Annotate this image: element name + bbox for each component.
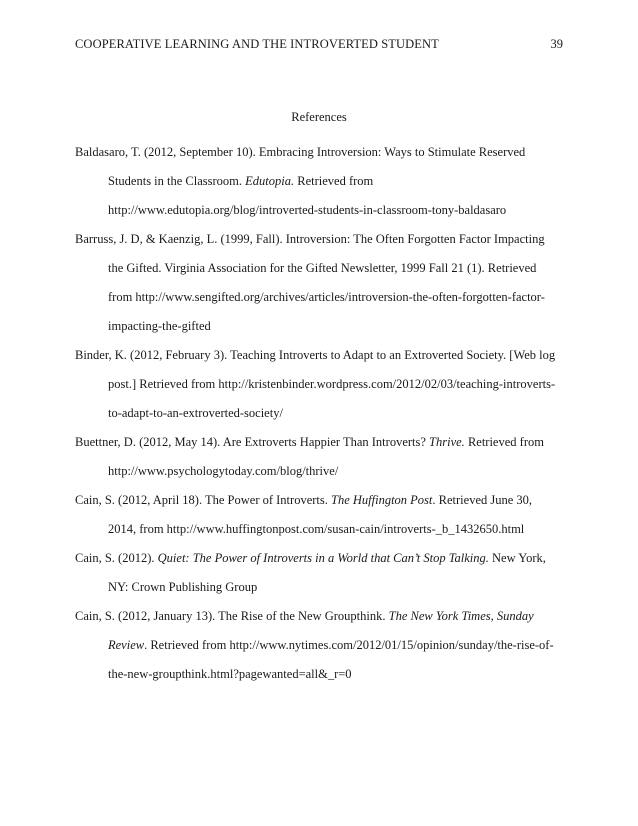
italic-text: Thrive. [429, 435, 465, 449]
reference-text: Barruss, J. D, & Kaenzig, L. (1999, Fall). Introversion: The Often Forgotten Factor Impacting [75, 232, 545, 246]
reference-text: . Retrieved from http://www.nytimes.com/2012/01/15/opinion/sunday/the-rise-of- [144, 638, 554, 652]
reference-text: the Gifted. Virginia Association for the Gifted Newsletter, 1999 Fall 21 (1). Retrieved [108, 261, 537, 275]
italic-text: Review [108, 638, 145, 652]
reference-entry [75, 341, 563, 428]
reference-first-line [75, 225, 563, 254]
reference-text: Retrieved from [464, 435, 544, 449]
reference-entry [75, 138, 563, 225]
reference-entry [75, 544, 563, 602]
reference-text: Cain, S. (2012, January 13). The Rise of the New Groupthink. [75, 609, 389, 623]
reference-continuation-line [108, 312, 563, 341]
reference-first-line [75, 428, 563, 457]
reference-text: Cain, S. (2012). [75, 551, 158, 565]
reference-text: Students in the Classroom. [108, 174, 246, 188]
reference-text: . Retrieved June 30, [432, 493, 533, 507]
reference-list [75, 138, 563, 689]
reference-first-line [75, 138, 563, 167]
reference-text: http://www.psychologytoday.com/blog/thrive/ [108, 464, 339, 478]
italic-text: Quiet: The Power of Introverts in a World that Can’t Stop Talking. [157, 551, 489, 565]
reference-text: the-new-groupthink.html?pagewanted=all&_r=0 [108, 667, 352, 681]
reference-text: from http://www.sengifted.org/archives/articles/introversion-the-often-forgotten-factor- [108, 290, 545, 304]
reference-continuation-line [108, 660, 563, 689]
reference-entry [75, 486, 563, 544]
reference-continuation-line [108, 254, 563, 283]
reference-first-line [75, 341, 563, 370]
reference-text: http://www.edutopia.org/blog/introverted-students-in-classroom-tony-baldasaro [108, 203, 507, 217]
reference-text: Cain, S. (2012, April 18). The Power of Introverts. [75, 493, 331, 507]
reference-continuation-line [108, 283, 563, 312]
reference-first-line [75, 602, 563, 631]
reference-continuation-line [108, 573, 563, 602]
reference-continuation-line [108, 196, 563, 225]
reference-text: NY: Crown Publishing Group [108, 580, 258, 594]
running-head: COOPERATIVE LEARNING AND THE INTROVERTED STUDENT [75, 37, 439, 51]
reference-continuation-line [108, 167, 563, 196]
italic-text: Edutopia. [245, 174, 295, 188]
references-heading: References [291, 110, 347, 124]
reference-text: Retrieved from [294, 174, 374, 188]
reference-first-line [75, 486, 563, 515]
page-number: 39 [550, 37, 563, 51]
reference-text: Buettner, D. (2012, May 14). Are Extroverts Happier Than Introverts? [75, 435, 430, 449]
reference-continuation-line [108, 370, 563, 399]
reference-entry [75, 428, 563, 486]
reference-continuation-line [108, 631, 563, 660]
reference-continuation-line [108, 457, 563, 486]
reference-continuation-line [108, 515, 563, 544]
reference-entry [75, 225, 563, 341]
reference-text: post.] Retrieved from http://kristenbinder.wordpress.com/2012/02/03/teaching-introverts- [108, 377, 556, 391]
reference-text: to-adapt-to-an-extroverted-society/ [108, 406, 283, 420]
reference-text: Binder, K. (2012, February 3). Teaching Introverts to Adapt to an Extroverted Society. [Web log [75, 348, 556, 362]
reference-text: Baldasaro, T. (2012, September 10). Embracing Introversion: Ways to Stimulate Reserved [75, 145, 526, 159]
reference-entry [75, 602, 563, 689]
reference-text: 2014, from http://www.huffingtonpost.com/susan-cain/introverts-_b_1432650.html [108, 522, 525, 536]
reference-continuation-line [108, 399, 563, 428]
reference-text: New York, [488, 551, 546, 565]
reference-first-line [75, 544, 563, 573]
italic-text: The Huffington Post [331, 493, 433, 507]
reference-text: impacting-the-gifted [108, 319, 211, 333]
italic-text: The New York Times, Sunday [388, 609, 534, 623]
